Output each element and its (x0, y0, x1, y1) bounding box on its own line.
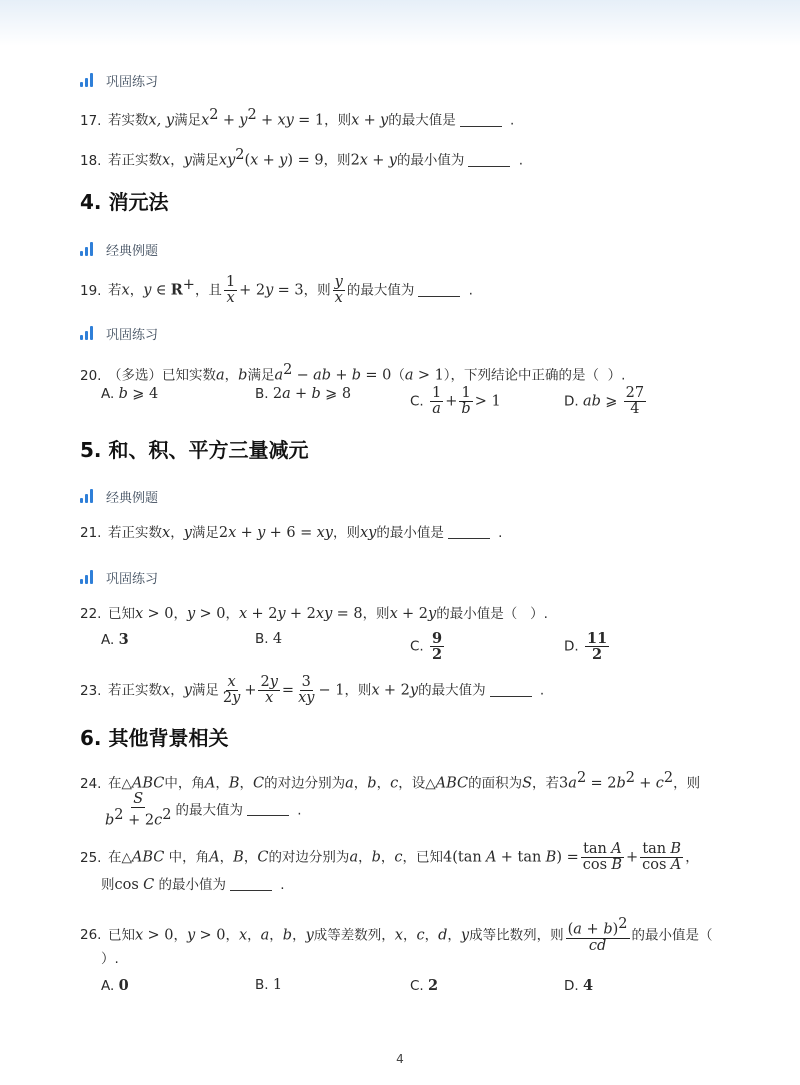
bar-chart-icon (80, 73, 98, 87)
section-heading: 6. 其他背景相关 (80, 726, 229, 750)
question-22: 22. 已知x > 0，y > 0，x + 2y + 2xy = 8，则x + 2y的最小值是（ ）. (80, 603, 740, 625)
bar-chart-icon (80, 489, 98, 503)
question-number: 26. (80, 927, 102, 944)
option-a[interactable]: A. 0 (101, 977, 129, 994)
answer-blank[interactable] (448, 538, 490, 539)
answer-blank[interactable] (418, 296, 460, 297)
question-25: 25. 在△ABC 中，角A，B，C的对边分别为a，b，c，已知4(tan A + tan B) = $\frac{\text{tan A}}{\text{cos B}}$ + $\frac{\text{tan B}}{\text{cos A}}$ ， (80, 841, 699, 873)
question-number: 23. (80, 682, 102, 699)
option-c[interactable]: C. 2 (410, 977, 439, 994)
section-heading: 5. 和、积、平方三量减元 (80, 438, 309, 462)
question-18: 18. 若正实数x，y满足$xy^2(x + y) = 9$，则2x + y的最小值为 . (80, 144, 740, 172)
subheading-practice: 巩固练习 (80, 567, 740, 587)
question-number: 19. (80, 282, 102, 299)
subheading-example: 经典例题 (80, 239, 740, 259)
question-19: 19. 若x，y ∈ R+，且 $\frac{1}{x}$ + 2y = 3，则 $\frac{y}{x}$ 的最大值为 . (80, 274, 473, 306)
question-24-cont: $\frac{S}{b^2 + 2c^2}$ 的最大值为 . (105, 791, 302, 829)
question-21: 21. 若正实数x，y满足2x + y + 6 = xy，则xy的最小值是 . (80, 522, 740, 544)
question-number: 17. (80, 112, 102, 129)
bar-chart-icon (80, 326, 98, 340)
options-22 (101, 630, 721, 663)
answer-blank[interactable] (247, 815, 289, 816)
question-26: 26. 已知x > 0，y > 0，x，a，b，y成等差数列，x，c，d，y成等比数列，则 $\frac{(a + b)^2}{cd}$ 的最小值是（ (80, 916, 713, 954)
question-number: 24. (80, 775, 102, 792)
answer-blank[interactable] (468, 166, 510, 167)
option-b[interactable]: B. 4 (255, 631, 283, 647)
option-d[interactable]: D. 4 (564, 977, 594, 994)
option-b[interactable]: B. 1 (255, 977, 283, 993)
question-number: 20. (80, 367, 102, 384)
question-number: 25. (80, 849, 102, 866)
subheading-practice: 巩固练习 (80, 70, 740, 90)
question-23: 23. 若正实数x，y满足 $\frac{x}{2y}$ + $\frac{2y}{x}$ = $\frac{3}{xy}$ − 1，则x + 2y的最大值为 . (80, 674, 545, 706)
question-20: 20. （多选）已知实数a，b满足$a^2$ − ab + b = 0（a > 1），下列结论中正确的是（ ）. (80, 359, 740, 387)
option-a[interactable]: A. 3 (101, 631, 129, 648)
question-24: 24. 在△ABC中，角A，B，C的对边分别为a，b，c，设△ABC的面积为S，若$3a^2 = 2b^2 + c^2$，则 (80, 767, 740, 795)
option-c[interactable]: C. $\frac{1}{a}$ + $\frac{1}{b}$ > 1 (410, 385, 501, 417)
subheading-example: 经典例题 (80, 486, 740, 506)
question-25-cont: 则cos C 的最小值为 . (101, 877, 285, 893)
question-17: 17. 若实数x, y满足$x^2 + y^2$ + xy = 1，则x + y的最大值是 . (80, 104, 740, 132)
question-number: 18. (80, 152, 102, 169)
options-26 (101, 977, 721, 999)
question-number: 22. (80, 606, 102, 622)
answer-blank[interactable] (490, 696, 532, 697)
subheading-practice: 巩固练习 (80, 323, 740, 343)
option-b[interactable]: B. 2a + b ⩾ 8 (255, 386, 352, 402)
option-d[interactable]: D. $\frac{11}{2}$ (564, 630, 608, 663)
question-26-cont: ）. (101, 951, 119, 967)
bar-chart-icon (80, 570, 98, 584)
option-c[interactable]: C. $\frac{9}{2}$ (410, 630, 443, 663)
options-20 (101, 385, 721, 417)
option-a[interactable]: A. b ⩾ 4 (101, 386, 159, 402)
section-heading: 4. 消元法 (80, 190, 169, 214)
page-header-band (0, 0, 800, 46)
answer-blank[interactable] (460, 126, 502, 127)
question-number: 21. (80, 525, 102, 541)
bar-chart-icon (80, 242, 98, 256)
answer-blank[interactable] (230, 890, 272, 891)
option-d[interactable]: D. ab ⩾ $\frac{27}{4}$ (564, 385, 645, 417)
page-number: 4 (396, 1052, 404, 1066)
